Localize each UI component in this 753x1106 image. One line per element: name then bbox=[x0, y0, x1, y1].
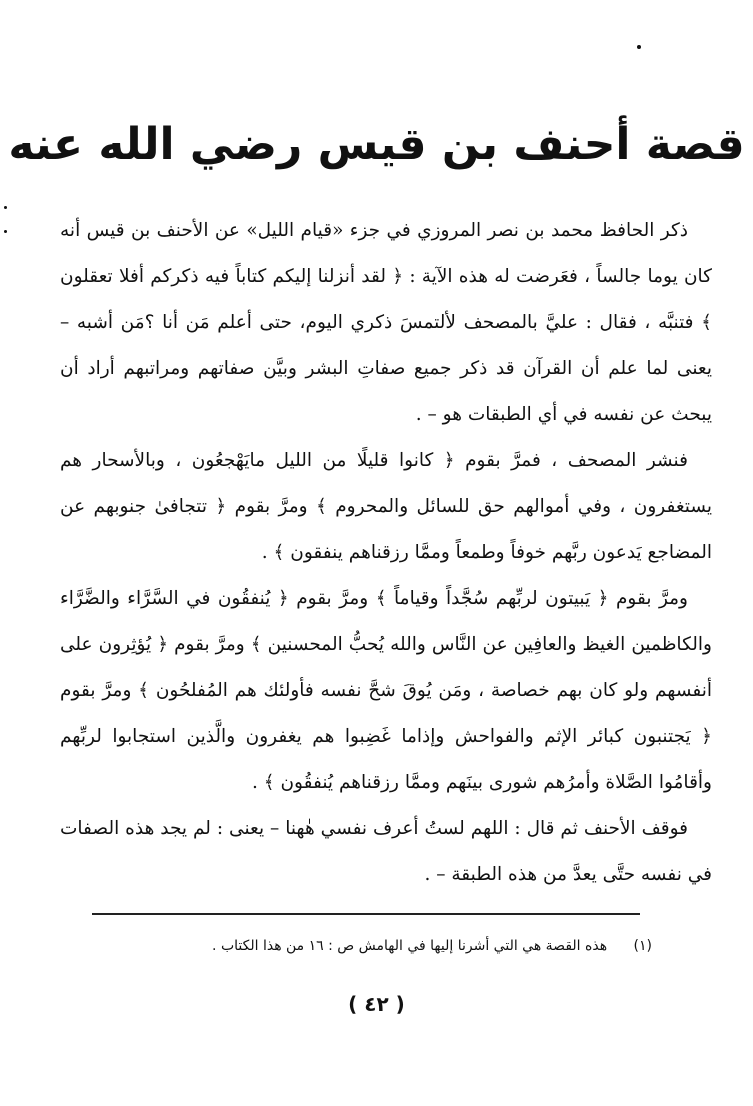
footnote-number: (١) bbox=[633, 938, 652, 954]
paragraph-3: ومرَّ بقوم ﴿ يَبيتون لربِّهم سُجَّداً وقياماً ﴾ ومرَّ بقوم ﴿ يُنفقُون في السَّرَّاء والضَّرَّاء والكاظمين الغيظ والعافِين عن النَّاس والله يُحبُّ المحسنين ﴾ ومرَّ بقوم ﴿ يُؤثِرون على أنفسهم ولو كان بهم خصاصة ، ومَن يُوقَ شحَّ نفسه فأولئك هم المُفلحُون ﴾ ومرَّ بقوم ﴿ يَجتنبون كبائر الإثم والفواحش وإذاما غَضِبوا هم يغفرون والَّذين استجابوا لربِّهم وأقامُوا الصَّلاة وأمرُهم شورى بينَهم وممَّا رزقناهم يُنفقُون ﴾ . bbox=[60, 588, 712, 793]
page-number: ( ٤٢ ) bbox=[348, 992, 405, 1016]
paragraph-1: ذكر الحافظ محمد بن نصر المروزي في جزء «قيام الليل» عن الأحنف بن قيس أنه كان يوما جالساً ، فعَرضت له هذه الآية : ﴿ لقد أنزلنا إليكم كتاباً فيه ذكركم أفلا تعقلون ﴾ فتنبَّه ، فقال : عليَّ بالمصحف لألتمسَ ذكري اليوم، حتى أعلم مَن أنا ؟مَن أشبه – يعنى لما علم أن القرآن قد ذكر جميع صفاتِ البشر وبيَّن صفاتهم ومراتبهم أراد أن يبحث عن نفسه في أي الطبقات هو – . bbox=[60, 220, 712, 425]
margin-dot-left-1 bbox=[4, 206, 7, 209]
paragraph-2: فنشر المصحف ، فمرَّ بقوم ﴿ كانوا قليلًا من الليل مايَهْجعُون ، وبالأسحار هم يستغفرون ، وفي أموالهم حق للسائل والمحروم ﴾ ومرَّ بقوم ﴿ تتجافىٰ جنوبهم عن المضاجع يَدعون ربَّهم خوفاً وطمعاً وممَّا رزقناهم ينفقون ﴾ . bbox=[60, 450, 712, 563]
page-title: قصة أحنف بن قيس رضي الله عنه bbox=[8, 119, 745, 170]
margin-dot-left-2 bbox=[4, 230, 7, 233]
footnote bbox=[100, 934, 652, 958]
body-text bbox=[60, 208, 712, 898]
footnote-text: هذه القصة هي التي أشرنا إليها في الهامش ص : ١٦ من هذا الكتاب . bbox=[212, 938, 608, 954]
paragraph-4: فوقف الأحنف ثم قال : اللهم لستُ أعرف نفسي هٰهنا – يعنى : لم يجد هذه الصفات في نفسه حتَّى يعدَّ من هذه الطبقة – . bbox=[60, 818, 712, 885]
margin-dot-top bbox=[637, 45, 641, 49]
footnote-divider bbox=[92, 913, 640, 915]
title-area bbox=[0, 100, 753, 190]
